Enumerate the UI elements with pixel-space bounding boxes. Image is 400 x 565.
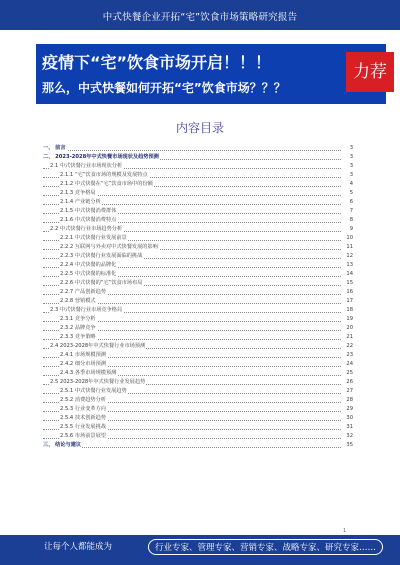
- toc-entry[interactable]: [43, 198, 353, 207]
- toc-entry-title: 2.1 中式快餐行业市场现状分析: [50, 163, 123, 169]
- toc-entry[interactable]: [43, 225, 353, 234]
- toc-entry[interactable]: [43, 414, 353, 423]
- page-number: 1: [343, 528, 347, 534]
- toc-entry[interactable]: [43, 387, 353, 396]
- toc-entry-page: 3: [349, 154, 353, 160]
- toc-entry-page: 28: [346, 397, 353, 403]
- toc-entry-title: 2.4.3 各季市场规模预测: [60, 370, 117, 376]
- toc-entry-title: 一、 前言: [43, 145, 66, 151]
- toc-entry-page: 10: [346, 235, 353, 241]
- toc-entry-title: 2.3 中式快餐行业市场竞争格局: [50, 307, 123, 313]
- toc-entry-page: 3: [349, 163, 353, 169]
- toc-entry-page: 5: [349, 190, 353, 196]
- toc-entry[interactable]: [43, 423, 353, 432]
- toc-entry[interactable]: [43, 432, 353, 441]
- toc-entry-page: 4: [349, 181, 353, 187]
- toc-entry-page: 21: [346, 334, 353, 340]
- toc-entry-page: 27: [346, 388, 353, 394]
- toc-entry[interactable]: [43, 297, 353, 306]
- toc-entry-page: 9: [349, 226, 353, 232]
- toc-entry[interactable]: [43, 144, 353, 153]
- toc-leader-dots: [43, 150, 341, 151]
- footer-tags: 行业专家、管理专家、营销专家、战略专家、研究专家……: [148, 539, 383, 555]
- toc-entry-page: 35: [346, 442, 353, 448]
- toc-entry-title: 2.4 2023-2028年中式快餐行业市场预测: [50, 343, 146, 349]
- toc-entry-title: 2.5.1 中式快餐行业发展趋势: [60, 388, 127, 394]
- recommend-badge: 力荐: [346, 52, 394, 92]
- toc-entry-page: 22: [346, 343, 353, 349]
- toc-entry-page: 31: [346, 424, 353, 430]
- toc-entry[interactable]: [43, 306, 353, 315]
- toc-entry[interactable]: [43, 342, 353, 351]
- toc-entry[interactable]: [43, 243, 353, 252]
- toc-entry-title: 2.4.2 细分市场预测: [60, 361, 106, 367]
- toc-entry-title: 2.1.4 产业链分析: [60, 199, 101, 205]
- toc-entry-title: 2.5.6 市场前景展望: [60, 433, 106, 439]
- toc-entry[interactable]: [43, 216, 353, 225]
- toc-entry-page: 6: [349, 199, 353, 205]
- toc-entry[interactable]: [43, 234, 353, 243]
- report-title: 中式快餐企业开拓“宅”饮食市场策略研究报告: [102, 12, 298, 23]
- toc-entry-title: 2.2.1 中式快餐行业发展前景: [60, 235, 127, 241]
- toc-entry[interactable]: [43, 252, 353, 261]
- toc-entry[interactable]: [43, 171, 353, 180]
- toc-entry-page: 11: [346, 244, 353, 250]
- toc-entry-page: 3: [349, 172, 353, 178]
- toc-entry-page: 7: [349, 208, 353, 214]
- toc-entry[interactable]: [43, 441, 353, 450]
- toc-entry-title: 2.2.2 互联网与外卖对中式快餐发展的影响: [60, 244, 158, 250]
- toc-entry-title: 2.2.5 中式快餐的标准化: [60, 271, 117, 277]
- toc-entry-title: 2.2.3 中式快餐行业发展面临的挑战: [60, 253, 143, 259]
- toc-entry[interactable]: [43, 288, 353, 297]
- toc-entry[interactable]: [43, 333, 353, 342]
- toc-entry-page: 29: [346, 406, 353, 412]
- toc-entry-title: 2.1.1 “宅”饮食市场的规模及发展特点: [60, 172, 148, 178]
- toc-entry[interactable]: [43, 396, 353, 405]
- footer-slogan: 让每个人都能成为: [44, 542, 113, 552]
- toc-entry-title: 2.4.1 市场规模预测: [60, 352, 106, 358]
- toc-entry[interactable]: [43, 189, 353, 198]
- toc-entry-page: 19: [346, 316, 353, 322]
- toc-entry-title: 2.1.2 中式快餐在“宅”饮食市场中的份额: [60, 181, 153, 187]
- toc-entry[interactable]: [43, 153, 353, 162]
- toc-entry-page: 25: [346, 370, 353, 376]
- toc-entry-title: 2.3.3 竞争策略: [60, 334, 96, 340]
- toc-entry-title: 二、 2023-2028年中式快餐市场现状及趋势预测: [43, 154, 159, 160]
- toc-entry-title: 三、 结论与建议: [43, 442, 82, 448]
- toc-entry-page: 8: [349, 217, 353, 223]
- toc-entry-page: 16: [346, 289, 353, 295]
- toc-entry-title: 2.2 中式快餐行业市场趋势分析: [50, 226, 123, 232]
- toc-entry[interactable]: [43, 351, 353, 360]
- toc-entry-title: 2.2.4 中式快餐的品牌化: [60, 262, 117, 268]
- toc-entry-page: 26: [346, 379, 353, 385]
- toc-entry-title: 2.5 2023-2028年中式快餐行业发展趋势: [50, 379, 146, 385]
- banner-subheadline: 那么，中式快餐如何开拓“宅”饮食市场？？？: [42, 81, 286, 95]
- toc-entry[interactable]: [43, 162, 353, 171]
- toc-entry-title: 2.2.6 中式快餐的“宅”饮食市场布局: [60, 280, 143, 286]
- toc-entry[interactable]: [43, 270, 353, 279]
- toc-entry-page: 3: [349, 145, 353, 151]
- toc-entry-title: 2.5.3 行业变革方向: [60, 406, 106, 412]
- toc-entry-title: 2.2.8 营销模式: [60, 298, 96, 304]
- toc-entry-title: 2.5.2 消费趋势分析: [60, 397, 106, 403]
- toc-entry-title: 2.5.4 技术创新趋势: [60, 415, 106, 421]
- toc-entry[interactable]: [43, 279, 353, 288]
- toc-entry-page: 30: [346, 415, 353, 421]
- banner-headline: 疫情下“宅”饮食市场开启！！！: [42, 53, 272, 72]
- toc-entry-page: 13: [346, 262, 353, 268]
- toc-entry-title: 2.5.5 行业发展挑战: [60, 424, 106, 430]
- toc-entry[interactable]: [43, 261, 353, 270]
- toc-entry-title: 2.1.6 中式快餐消费特点: [60, 217, 117, 223]
- toc-entry[interactable]: [43, 360, 353, 369]
- toc-entry-page: 17: [346, 298, 353, 304]
- toc-entry-page: 24: [346, 361, 353, 367]
- toc-entry[interactable]: [43, 315, 353, 324]
- toc-entry[interactable]: [43, 405, 353, 414]
- toc-entry[interactable]: [43, 207, 353, 216]
- toc-entry[interactable]: [43, 378, 353, 387]
- toc-entry-page: 15: [346, 280, 353, 286]
- toc-entry-page: 14: [346, 271, 353, 277]
- toc-entry-page: 20: [346, 325, 353, 331]
- table-of-contents: [43, 144, 353, 450]
- toc-entry-title: 2.1.5 中式快餐消费群体: [60, 208, 117, 214]
- toc-entry[interactable]: [43, 369, 353, 378]
- toc-title: 内容目录: [175, 121, 224, 135]
- promo-banner: [36, 44, 386, 104]
- toc-entry-title: 2.2.7 产品创新趋势: [60, 289, 106, 295]
- toc-entry-page: 12: [346, 253, 353, 259]
- toc-entry-page: 32: [346, 433, 353, 439]
- toc-entry-title: 2.3.1 竞争分析: [60, 316, 96, 322]
- toc-entry[interactable]: [43, 180, 353, 189]
- toc-entry-title: 2.1.3 竞争格局: [60, 190, 96, 196]
- toc-leader-dots: [43, 447, 341, 448]
- toc-entry-page: 23: [346, 352, 353, 358]
- toc-entry[interactable]: [43, 324, 353, 333]
- toc-entry-title: 2.3.2 品牌竞争: [60, 325, 96, 331]
- toc-entry-page: 18: [346, 307, 353, 313]
